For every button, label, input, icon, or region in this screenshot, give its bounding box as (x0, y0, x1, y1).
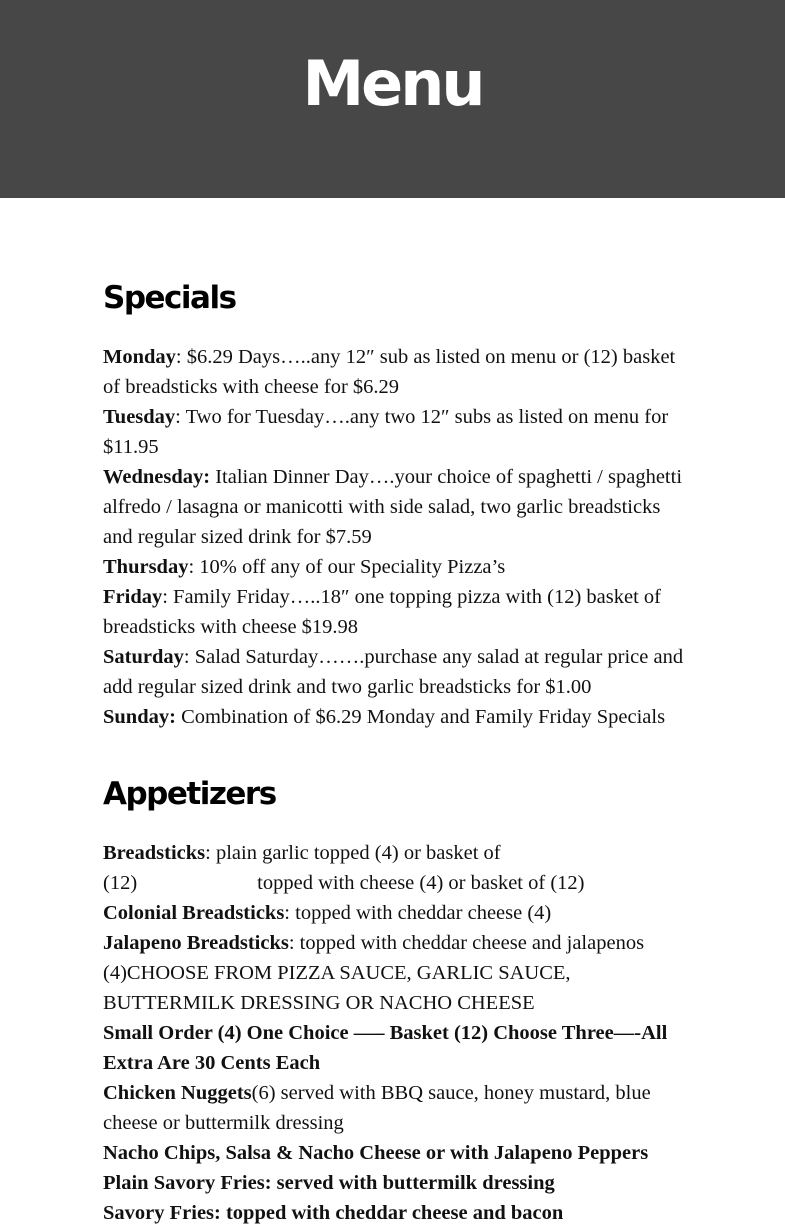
savory-fries-item: Savory Fries: topped with cheddar cheese and bacon (103, 1202, 564, 1224)
menu-content (103, 278, 688, 1228)
appetizers-heading: Appetizers (103, 776, 276, 812)
chicken-nuggets-name: Chicken Nuggets (103, 1082, 252, 1104)
special-text-monday: : $6.29 Days…..any 12″ sub as listed on menu or (12) basket of breadsticks with cheese for $6.29 (103, 346, 676, 398)
special-day-tuesday: Tuesday (103, 406, 176, 428)
specials-heading: Specials (103, 280, 236, 316)
specials-section (103, 278, 688, 732)
breadsticks-desc-line1: : plain garlic topped (4) or basket of (205, 842, 501, 864)
breadsticks-desc-line2b: topped with cheese (4) or basket of (12) (257, 872, 585, 894)
special-text-sunday: Combination of $6.29 Monday and Family Friday Specials (175, 706, 666, 728)
jalapeno-breadsticks-name: Jalapeno Breadsticks (103, 932, 289, 954)
nacho-chips-item: Nacho Chips, Salsa & Nacho Cheese or with Jalapeno Peppers (103, 1142, 649, 1164)
special-day-wednesday: Wednesday: (103, 466, 211, 488)
appetizers-list (103, 838, 688, 1228)
special-text-tuesday: : Two for Tuesday….any two 12″ subs as listed on menu for $11.95 (103, 406, 669, 458)
breadsticks-desc-line2a: (12) (103, 872, 138, 894)
appetizers-section (103, 774, 688, 1228)
breadsticks-name: Breadsticks (103, 842, 206, 864)
page-title: Menu (302, 47, 483, 120)
special-day-friday: Friday (103, 586, 163, 608)
special-day-sunday: Sunday: (103, 706, 176, 728)
special-text-friday: : Family Friday…..18″ one topping pizza with (12) basket of breadsticks with cheese $19.98 (103, 586, 661, 638)
special-day-thursday: Thursday (103, 556, 189, 578)
page-header (0, 0, 785, 198)
special-text-wednesday: Italian Dinner Day….your choice of spaghetti / spaghetti alfredo / lasagna or manicotti with side salad, two garlic breadsticks and regular sized drink for $7.59 (103, 466, 683, 548)
special-day-monday: Monday (103, 346, 176, 368)
specials-list (103, 342, 688, 732)
jalapeno-breadsticks-desc: : topped with cheddar cheese and jalapenos (4)CHOOSE FROM PIZZA SAUCE, GARLIC SAUCE, BUTTERMILK DRESSING OR NACHO CHEESE (103, 932, 645, 1014)
colonial-breadsticks-name: Colonial Breadsticks (103, 902, 285, 924)
order-size-note: Small Order (4) One Choice —– Basket (12) Choose Three—-All Extra Are 30 Cents Each (103, 1022, 668, 1074)
chicken-nuggets-desc: (6) served with BBQ sauce, honey mustard, blue cheese or buttermilk dressing (103, 1082, 651, 1134)
colonial-breadsticks-desc: : topped with cheddar cheese (4) (284, 902, 552, 924)
plain-savory-fries-item: Plain Savory Fries: served with buttermilk dressing (103, 1172, 555, 1194)
special-text-saturday: : Salad Saturday…….purchase any salad at regular price and add regular sized drink and two garlic breadsticks for $1.00 (103, 646, 684, 698)
special-day-saturday: Saturday (103, 646, 184, 668)
special-text-thursday: : 10% off any of our Speciality Pizza’s (188, 556, 506, 578)
